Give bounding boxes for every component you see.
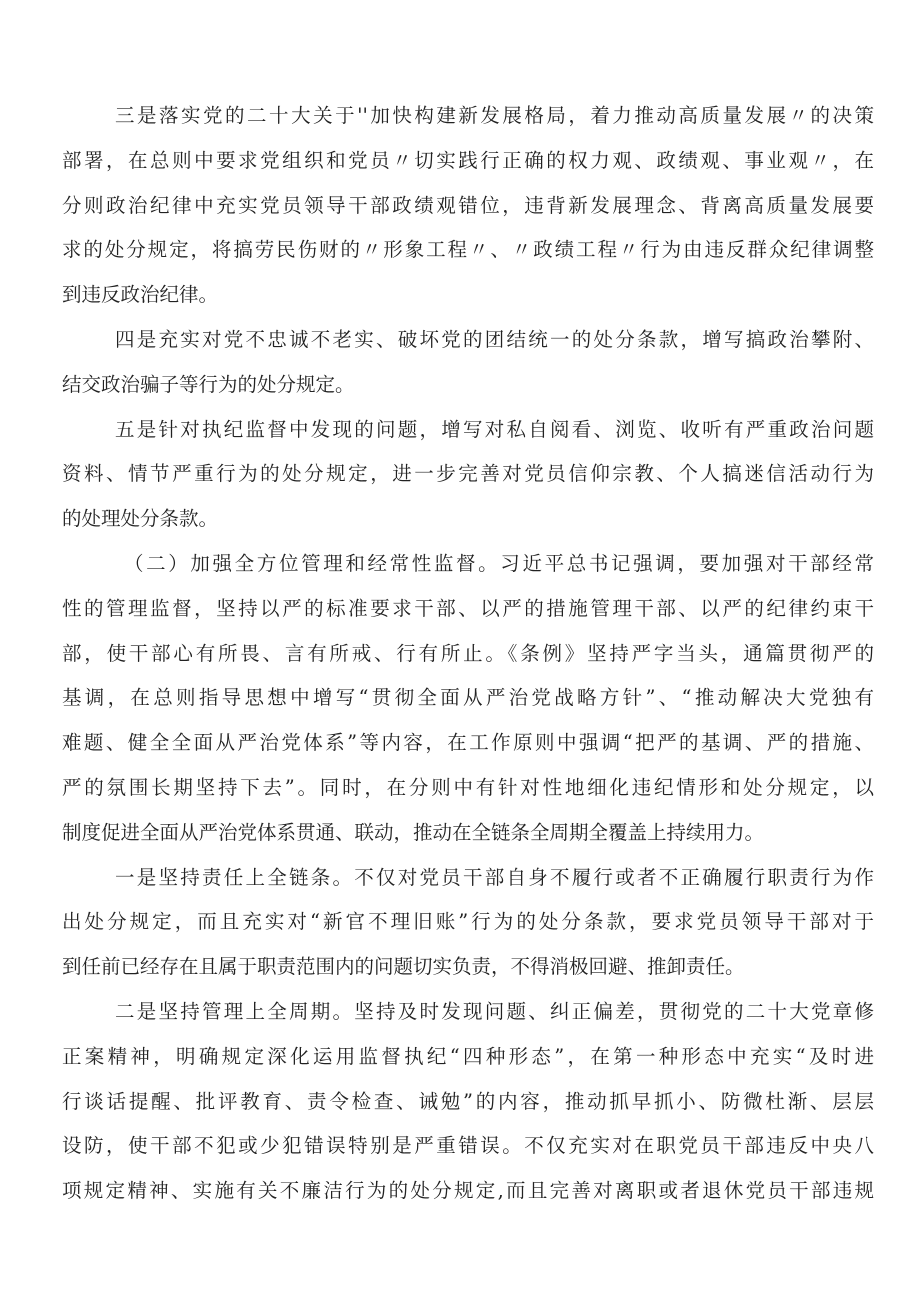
text-line: 部，使干部心有所畏、言有所戒、行有所止。《条例》坚持严字当头，通篇贯彻严的 — [62, 641, 874, 665]
text-line: 分则政治纪律中充实党员领导干部政绩观错位，违背新发展理念、背离高质量发展要 — [62, 193, 874, 217]
text-line: 三是落实党的二十大关于''加快构建新发展格局，着力推动高质量发展〃的决策 — [115, 104, 874, 127]
text-line: 制度促进全面从严治党体系贯通、联动，推动在全链条全周期全覆盖上持续用力。 — [62, 820, 765, 844]
paragraph — [62, 318, 874, 408]
text-line: 设防，使干部不犯或少犯错误特别是严重错误。不仅充实对在职党员干部违反中央八 — [62, 1134, 874, 1158]
text-line: 正案精神，明确规定深化运用监督执纪“四种形态”，在第一种形态中充实“及时进 — [62, 1044, 874, 1068]
text-line: 难题、健全全面从严治党体系”等内容，在工作原则中强调“把严的基调、严的措施、 — [62, 731, 874, 755]
text-line: 求的处分规定，将搞劳民伤财的〃形象工程〃、〃政绩工程〃行为由违反群众纪律调整 — [62, 238, 874, 262]
text-line: 的处理处分条款。 — [62, 507, 219, 531]
text-line: 到任前已经存在且属于职责范围内的问题切实负责，不得消极回避、推卸责任。 — [62, 955, 745, 979]
text-line: 出处分规定，而且充实对“新官不理旧账”行为的处分条款，要求党员领导干部对于 — [62, 910, 874, 934]
text-line: 资料、情节严重行为的处分规定，进一步完善对党员信仰宗教、个人搞迷信活动行为 — [62, 462, 874, 486]
document-body — [62, 94, 874, 1214]
text-line: 到违反政治纪律。 — [62, 283, 219, 307]
text-line: 行谈话提醒、批评教育、责令检查、诫勉”的内容，推动抓早抓小、防微杜渐、层层 — [62, 1089, 874, 1113]
paragraph — [62, 408, 874, 542]
paragraph — [62, 856, 874, 990]
paragraph — [62, 990, 874, 1214]
text-line: （二）加强全方位管理和经常性监督。习近平总书记强调，要加强对干部经常 — [124, 551, 874, 575]
text-line: 基调，在总则指导思想中增写“贯彻全面从严治党战略方针”、“推动解决大党独有 — [62, 686, 874, 710]
text-line: 性的管理监督，坚持以严的标准要求干部、以严的措施管理干部、以严的纪律约束干 — [62, 596, 874, 620]
text-line: 结交政治骗子等行为的处分规定。 — [62, 372, 355, 396]
paragraph — [62, 94, 874, 318]
text-line: 严的氛围长期坚持下去”。同时，在分则中有针对性地细化违纪情形和处分规定，以 — [62, 775, 874, 799]
text-line: 项规定精神、实施有关不廉洁行为的处分规定,而且完善对离职或者退休党员干部违规 — [62, 1179, 874, 1203]
text-line: 四是充实对党不忠诚不老实、破坏党的团结统一的处分条款，增写搞政治攀附、 — [115, 327, 874, 351]
text-line: 五是针对执纪监督中发现的问题，增写对私自阅看、浏览、收听有严重政治问题 — [115, 417, 874, 441]
text-line: 二是坚持管理上全周期。坚持及时发现问题、纠正偏差，贯彻党的二十大党章修 — [115, 999, 874, 1023]
text-line: 一是坚持责任上全链条。不仅对党员干部自身不履行或者不正确履行职责行为作 — [115, 865, 874, 889]
paragraph — [62, 542, 874, 856]
text-line: 部署，在总则中要求党组织和党员〃切实践行正确的权力观、政绩观、事业观〃，在 — [62, 148, 874, 172]
